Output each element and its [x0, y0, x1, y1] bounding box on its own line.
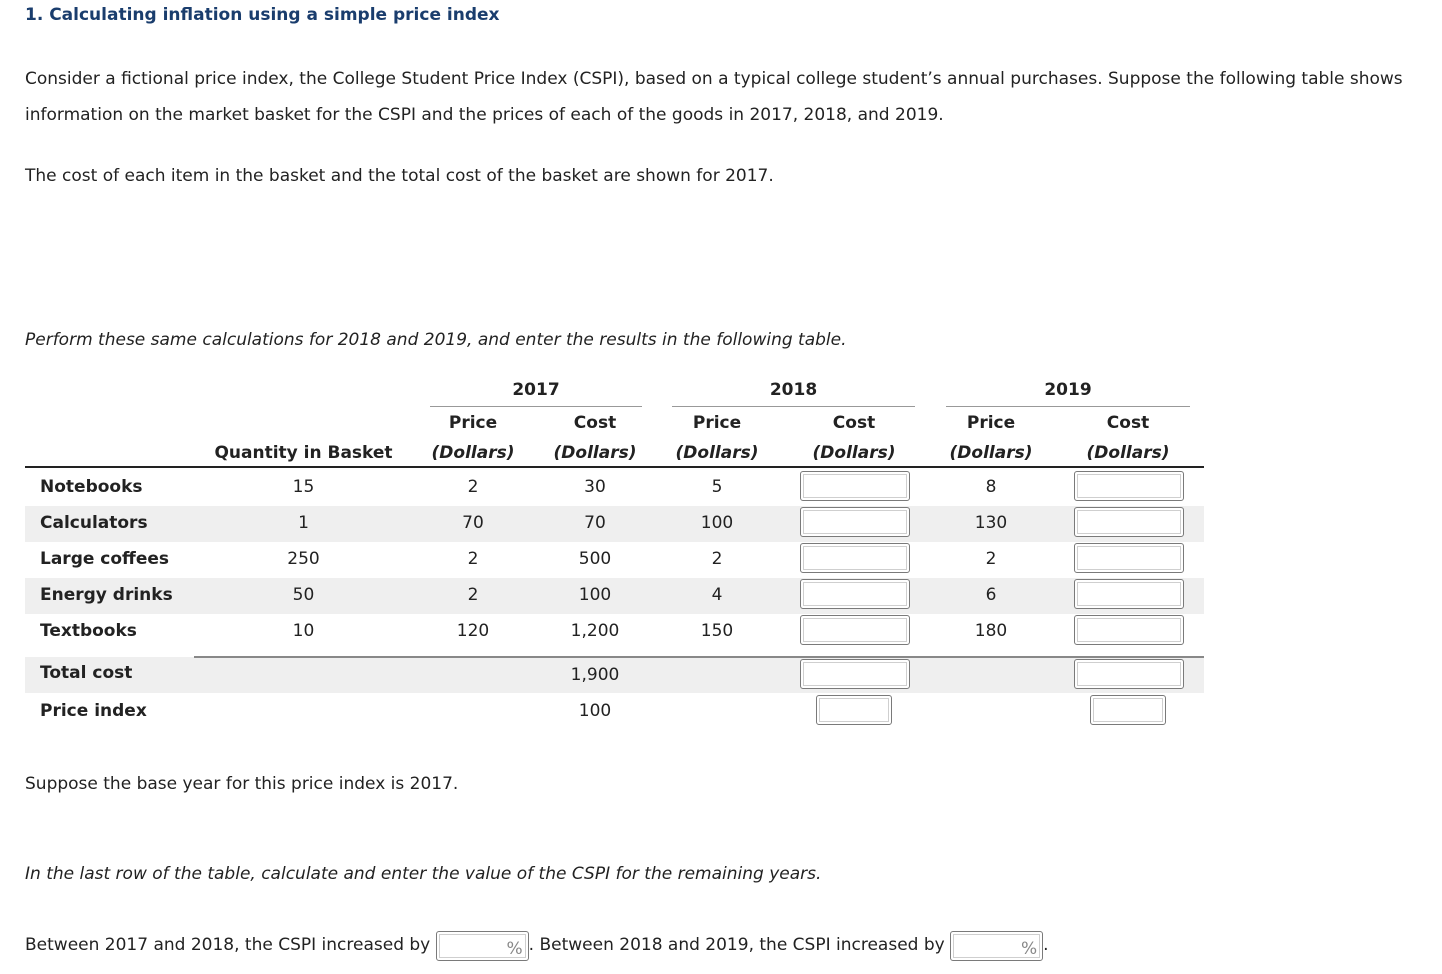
price-2019-cell: 6 [985, 585, 997, 605]
total-cost-2019-input[interactable] [1074, 659, 1184, 689]
qty-header: Quantity in Basket [214, 443, 393, 463]
price-2019-cell: 2 [985, 549, 997, 569]
qty-cell: 50 [292, 585, 315, 605]
qty-cell: 250 [287, 549, 320, 569]
row-label-textbooks: Textbooks [40, 621, 137, 641]
price-2019-cell: 130 [974, 513, 1008, 533]
price-index-2019-input[interactable] [1090, 695, 1166, 725]
price-2019-cell: 180 [974, 621, 1008, 641]
cost-2019-input-notebooks[interactable] [1074, 471, 1184, 501]
price-2017-cell: 70 [462, 513, 484, 533]
cost-2018-input-textbooks[interactable] [800, 615, 910, 645]
base-year-note: Suppose the base year for this price index is 2017. [25, 774, 459, 794]
price-index-2017: 100 [578, 701, 612, 721]
sentence-part3: . [1043, 935, 1049, 955]
cost-2017-cell: 500 [578, 549, 612, 569]
price-header-2017: Price [448, 413, 498, 433]
price-2019-cell: 8 [985, 477, 997, 497]
pct-field-2019 [950, 928, 1043, 962]
price-2018-cell: 4 [711, 585, 723, 605]
cost-note: The cost of each item in the basket and the total cost of the basket are shown for 2017. [25, 166, 774, 186]
row-label-energy-drinks: Energy drinks [40, 585, 173, 605]
price-header-2018: Price [692, 413, 742, 433]
row-label-large-coffees: Large coffees [40, 549, 170, 569]
sentence-part2: . Between 2018 and 2019, the CSPI increased by [528, 935, 945, 955]
qty-cell: 1 [298, 513, 309, 533]
total-cost-2018-input[interactable] [800, 659, 910, 689]
percent-symbol: % [1020, 939, 1038, 959]
total-cost-label: Total cost [40, 663, 133, 683]
cost-2019-input-large-coffees[interactable] [1074, 543, 1184, 573]
cost-2018-input-notebooks[interactable] [800, 471, 910, 501]
price-2018-cell: 2 [711, 549, 723, 569]
year-header-2018: 2018 [769, 380, 818, 400]
pct-field-2018 [436, 928, 529, 962]
total-rule [194, 656, 1204, 658]
price-index-2018-input[interactable] [816, 695, 892, 725]
sentence-part1: Between 2017 and 2018, the CSPI increased by [25, 935, 431, 955]
cost-header-2017: Cost [573, 413, 617, 433]
cost-2017-cell: 70 [584, 513, 606, 533]
unit-cost-2017: (Dollars) [553, 443, 637, 463]
last-row-note: In the last row of the table, calculate and enter the value of the CSPI for the remaining years. [25, 864, 822, 884]
cost-2018-input-calculators[interactable] [800, 507, 910, 537]
cost-2018-input-large-coffees[interactable] [800, 543, 910, 573]
price-2017-cell: 2 [467, 477, 479, 497]
price-index-label: Price index [40, 701, 147, 721]
cspi-increase-sentence [25, 928, 1049, 962]
cost-2019-input-calculators[interactable] [1074, 507, 1184, 537]
row-label-calculators: Calculators [40, 513, 148, 533]
cost-2019-input-textbooks[interactable] [1074, 615, 1184, 645]
price-2018-cell: 5 [711, 477, 723, 497]
total-cost-2017: 1,900 [570, 665, 620, 685]
year-rule-2019 [946, 406, 1190, 407]
price-2017-cell: 120 [456, 621, 490, 641]
cost-2017-cell: 1,200 [570, 621, 620, 641]
cost-2018-input-energy-drinks[interactable] [800, 579, 910, 609]
unit-price-2017: (Dollars) [431, 443, 515, 463]
header-rule [25, 466, 1204, 468]
year-header-2019: 2019 [1044, 380, 1092, 400]
year-rule-2018 [672, 406, 915, 407]
unit-cost-2019: (Dollars) [1086, 443, 1170, 463]
row-label-notebooks: Notebooks [40, 477, 143, 497]
price-2017-cell: 2 [467, 585, 479, 605]
price-header-2019: Price [966, 413, 1016, 433]
year-header-2017: 2017 [512, 380, 560, 400]
year-rule-2017 [430, 406, 642, 407]
qty-cell: 10 [292, 621, 315, 641]
instruction-text: Perform these same calculations for 2018 and 2019, and enter the results in the following table. [25, 330, 847, 350]
intro-paragraph: Consider a fictional price index, the College Student Price Index (CSPI), based on a typical college student’s annual purchases. Suppose the following table shows information on the market basket for the CSPI and the prices of each of the goods in 2017, 2018, and 2019. [25, 69, 1403, 125]
cost-header-2018: Cost [832, 413, 876, 433]
question-title: 1. Calculating inflation using a simple price index [25, 5, 500, 25]
cost-2019-input-energy-drinks[interactable] [1074, 579, 1184, 609]
price-2017-cell: 2 [467, 549, 479, 569]
cost-2017-cell: 30 [584, 477, 606, 497]
qty-cell: 15 [292, 477, 315, 497]
price-2018-cell: 100 [700, 513, 734, 533]
unit-cost-2018: (Dollars) [812, 443, 896, 463]
unit-price-2019: (Dollars) [949, 443, 1033, 463]
unit-price-2018: (Dollars) [675, 443, 759, 463]
cost-header-2019: Cost [1106, 413, 1150, 433]
cost-2017-cell: 100 [578, 585, 612, 605]
price-2018-cell: 150 [700, 621, 734, 641]
percent-symbol: % [506, 939, 523, 959]
